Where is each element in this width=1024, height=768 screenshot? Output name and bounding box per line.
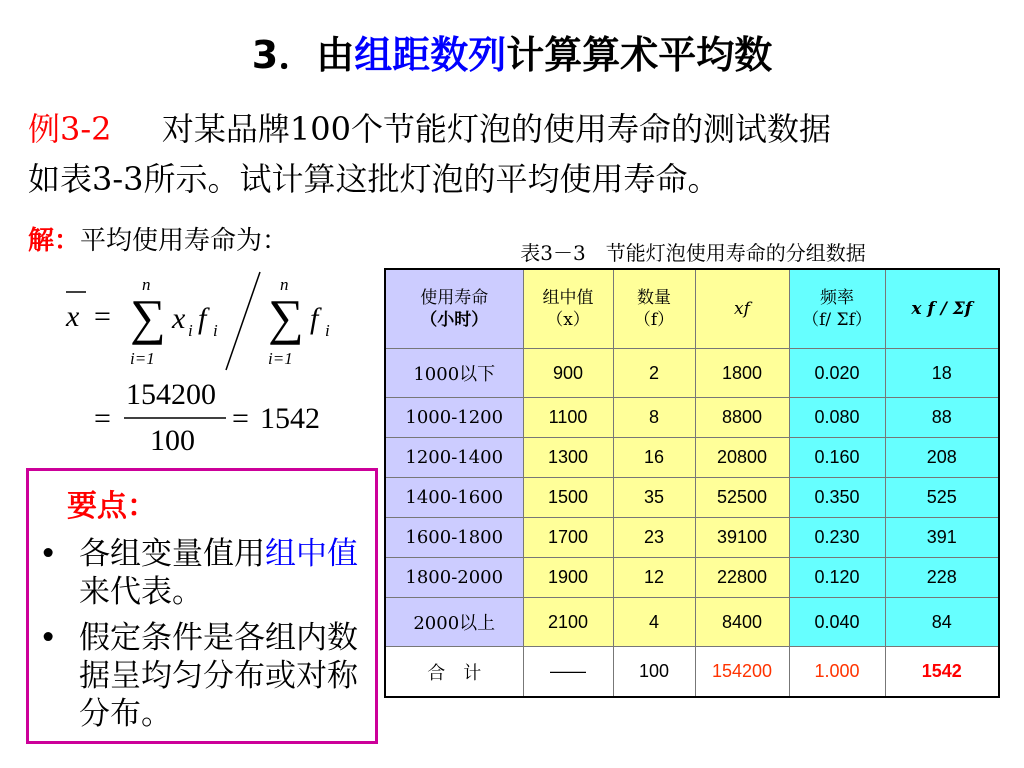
cell-weighted: 208: [885, 438, 999, 478]
total-cell-frequency: 1.000: [789, 647, 885, 697]
example-label: 例3-2: [28, 110, 112, 148]
term-fi: f: [198, 302, 207, 335]
equals-sign-2: =: [94, 402, 111, 435]
cell-xf: 20800: [695, 438, 789, 478]
key-points-box: [26, 468, 378, 744]
title-prefix: 3．由: [251, 33, 355, 77]
bullet-dot: •: [39, 620, 58, 656]
term-fi-sub: i: [213, 321, 218, 340]
cell-frequency: 0.230: [789, 518, 885, 558]
cell-count: 4: [613, 598, 695, 647]
cell-lifetime: 1000-1200: [385, 398, 523, 438]
cell-xf: 8400: [695, 598, 789, 647]
table-body: [385, 349, 999, 698]
term-fi-2-sub: i: [325, 321, 330, 340]
table-row: [385, 398, 999, 438]
division-slash: [226, 272, 260, 370]
cell-frequency: 0.120: [789, 558, 885, 598]
fraction-denominator: 100: [150, 424, 195, 457]
title-suffix: 计算算术平均数: [506, 33, 773, 77]
solution-label: 解：: [28, 226, 81, 256]
cell-midpoint: 1300: [523, 438, 613, 478]
xbar-symbol: x: [66, 300, 80, 333]
table-row: [385, 478, 999, 518]
cell-lifetime: 1800-2000: [385, 558, 523, 598]
table-total-row: [385, 647, 999, 697]
cell-count: 35: [613, 478, 695, 518]
cell-count: 23: [613, 518, 695, 558]
total-cell-midpoint: ——: [523, 647, 613, 697]
table-row: [385, 598, 999, 647]
cell-lifetime: 1400-1600: [385, 478, 523, 518]
cell-count: 8: [613, 398, 695, 438]
sum2-upper: n: [280, 275, 289, 294]
cell-lifetime: 1600-1800: [385, 518, 523, 558]
example-text-1: 对某品牌100个节能灯泡的使用寿命的测试数据: [161, 110, 831, 148]
sum2-lower: i=1: [268, 349, 293, 368]
equals-sign-3: =: [232, 402, 249, 435]
solution-line: [28, 220, 288, 257]
table-row: [385, 518, 999, 558]
cell-midpoint: 1100: [523, 398, 613, 438]
cell-midpoint: 1500: [523, 478, 613, 518]
slide-title: [0, 24, 1024, 79]
cell-xf: 39100: [695, 518, 789, 558]
fraction-numerator: 154200: [126, 378, 216, 411]
cell-weighted: 525: [885, 478, 999, 518]
example-text-2: 如表3-3所示。试计算这批灯泡的平均使用寿命。: [28, 160, 720, 198]
cell-frequency: 0.020: [789, 349, 885, 398]
sum1-upper: n: [142, 275, 151, 294]
sum2-sigma: ∑: [268, 289, 304, 345]
table-row: [385, 438, 999, 478]
formula-result: 1542: [260, 402, 320, 435]
cell-frequency: 0.350: [789, 478, 885, 518]
example-line-1: [28, 104, 831, 150]
cell-weighted: 84: [885, 598, 999, 647]
table-row: [385, 349, 999, 398]
table-caption: 表3－3 节能灯泡使用寿命的分组数据: [520, 241, 866, 265]
cell-frequency: 0.040: [789, 598, 885, 647]
example-line-2: [28, 154, 720, 200]
cell-xf: 22800: [695, 558, 789, 598]
sum1-lower: i=1: [130, 349, 155, 368]
cell-lifetime: 1000以下: [385, 349, 523, 398]
cell-xf: 8800: [695, 398, 789, 438]
term-fi-2: f: [310, 302, 319, 335]
total-cell-lifetime: 合 计: [385, 647, 523, 697]
header-weighted: x f / Σf: [885, 269, 999, 349]
cell-weighted: 18: [885, 349, 999, 398]
key-point-2-text: 假定条件是各组内数据呈均匀分布或对称分布。: [79, 620, 358, 732]
cell-weighted: 88: [885, 398, 999, 438]
cell-frequency: 0.160: [789, 438, 885, 478]
equals-sign-1: =: [94, 300, 111, 333]
key-point-1-text: 各组变量值用组中值来代表。: [79, 536, 358, 610]
header-frequency: 频率 （f/ Σf）: [789, 269, 885, 349]
cell-count: 12: [613, 558, 695, 598]
bullet-dot: •: [39, 536, 58, 572]
cell-lifetime: 2000以上: [385, 598, 523, 647]
header-xf: xf: [695, 269, 789, 349]
mean-formula: [60, 268, 390, 468]
formula-svg: [60, 268, 390, 468]
header-lifetime: 使用寿命 （小时）: [385, 269, 523, 349]
cell-count: 2: [613, 349, 695, 398]
header-midpoint: 组中值 （x）: [523, 269, 613, 349]
cell-xf: 52500: [695, 478, 789, 518]
cell-count: 16: [613, 438, 695, 478]
cell-xf: 1800: [695, 349, 789, 398]
key-points-title: 要点：: [67, 489, 157, 524]
solution-text: 平均使用寿命为：: [80, 226, 289, 256]
cell-midpoint: 1700: [523, 518, 613, 558]
total-cell-count: 100: [613, 647, 695, 697]
header-count: 数量 （f）: [613, 269, 695, 349]
total-cell-weighted: 1542: [885, 647, 999, 697]
cell-frequency: 0.080: [789, 398, 885, 438]
cell-midpoint: 900: [523, 349, 613, 398]
sum1-sigma: ∑: [130, 289, 166, 345]
term-xi-sub: i: [188, 321, 193, 340]
term-xi: x: [172, 302, 186, 335]
table-header-row: [385, 269, 999, 349]
cell-weighted: 391: [885, 518, 999, 558]
cell-lifetime: 1200-1400: [385, 438, 523, 478]
total-cell-xf: 154200: [695, 647, 789, 697]
lifetime-table: [384, 268, 1000, 698]
cell-midpoint: 1900: [523, 558, 613, 598]
table-row: [385, 558, 999, 598]
cell-weighted: 228: [885, 558, 999, 598]
cell-midpoint: 2100: [523, 598, 613, 647]
title-highlight: 组距数列: [354, 33, 507, 77]
